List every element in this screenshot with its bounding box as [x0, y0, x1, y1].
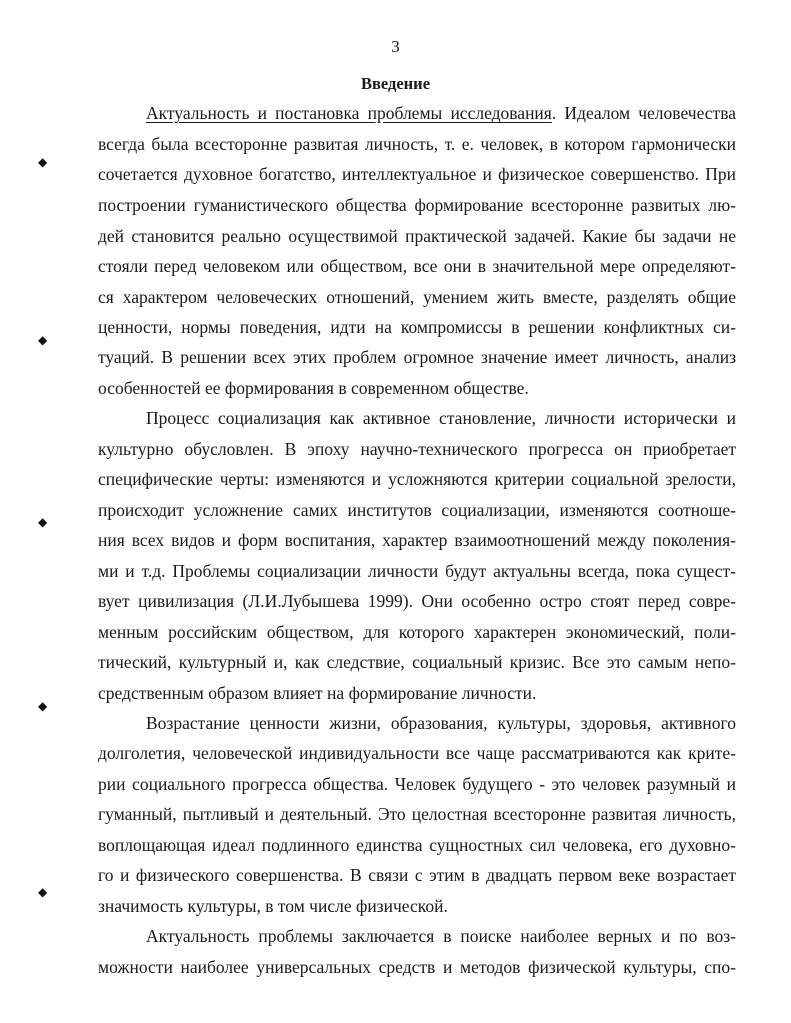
text-line: долголетия, человеческой индивидуальности все чаще рассматриваются как крите-: [98, 743, 736, 763]
text-line: воплощающая идеал подлинного единства сущностных сил человека, его духовно-: [98, 835, 736, 855]
text-line: построении гуманистического общества формирование всесторонне развитых лю-: [98, 195, 736, 215]
text-line: дей становится реально осуществимой практической задачей. Какие бы задачи не: [98, 226, 736, 246]
text-line: особенностей ее формирования в современном обществе.: [98, 378, 529, 398]
text-line: всегда была всесторонне развитая личность, т. е. человек, в котором гармонически: [98, 134, 736, 154]
text-line: рии социального прогресса общества. Человек будущего - это человек разумный и: [98, 774, 736, 794]
underlined-title: Актуальность и постановка проблемы исследования: [146, 103, 552, 123]
text-line: происходит усложнение самих институтов социализации, изменяются соотноше-: [98, 500, 736, 520]
page-number: 3: [391, 37, 400, 56]
text-line: [146, 103, 736, 123]
text-line: Возрастание ценности жизни, образования, культуры, здоровья, активного: [146, 713, 736, 733]
text-line: значимость культуры, в том числе физической.: [98, 896, 448, 916]
text-line: ми и т.д. Проблемы социализации личности будут актуальны всегда, пока сущест-: [98, 561, 736, 581]
text-line: ценности, нормы поведения, идти на компромиссы в решении конфликтных си-: [98, 317, 736, 337]
text-line: культурно обусловлен. В эпоху научно-технического прогресса он приобретает: [98, 439, 736, 459]
section-heading: Введение: [360, 74, 431, 93]
text-span: . Идеалом человечества: [551, 103, 736, 123]
text-line: ся характером человеческих отношений, умением жить вместе, разделять общие: [98, 287, 736, 307]
text-line: тический, культурный и, как следствие, социальный кризис. Все это самым непо-: [98, 652, 736, 672]
scan-mark-icon: ◆: [38, 699, 48, 713]
text-line: стояли перед человеком или обществом, все они в значительной мере определяют-: [98, 256, 736, 276]
text-line: специфические черты: изменяются и усложняются критерии социальной зрелости,: [98, 469, 736, 489]
text-line: Актуальность проблемы заключается в поиске наиболее верных и по воз-: [146, 926, 736, 946]
scan-mark-icon: ◆: [38, 333, 48, 347]
text-line: Процесс социализация как активное становление, личности исторически и: [146, 408, 736, 428]
text-line: менным российским обществом, для которого характерен экономический, поли-: [98, 622, 736, 642]
scan-mark-icon: ◆: [38, 885, 48, 899]
text-line: сочетается духовное богатство, интеллектуальное и физическое совершенство. При: [98, 164, 736, 184]
text-line: вует цивилизация (Л.И.Лубышева 1999). Они особенно остро стоят перед совре-: [98, 591, 736, 611]
scan-mark-icon: ◆: [38, 515, 48, 529]
text-line: можности наиболее универсальных средств и методов физической культуры, спо-: [98, 957, 736, 977]
text-line: туаций. В решении всех этих проблем огромное значение имеет личность, анализ: [98, 347, 736, 367]
text-line: средственным образом влияет на формирование личности.: [98, 683, 537, 703]
scan-mark-icon: ◆: [38, 155, 48, 169]
text-line: го и физического совершенства. В связи с этим в двадцать первом веке возрастает: [98, 865, 736, 885]
text-line: ния всех видов и форм воспитания, характер взаимоотношений между поколения-: [98, 530, 736, 550]
text-line: гуманный, пытливый и деятельный. Это целостная всесторонне развитая личность,: [98, 804, 736, 824]
